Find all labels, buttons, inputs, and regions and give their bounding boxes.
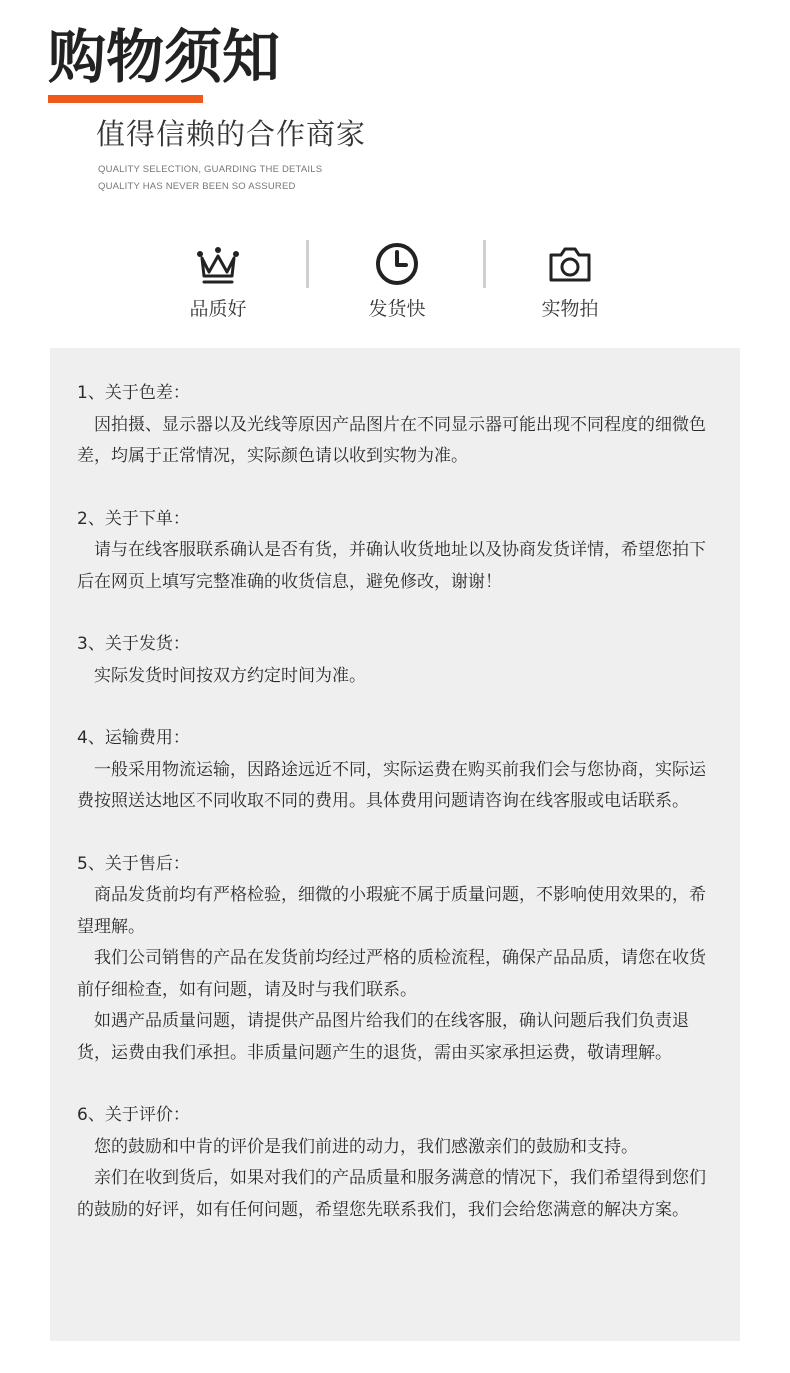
section-paragraph: 一般采用物流运输，因路途远近不同，实际运费在购买前我们会与您协商，实际运费按照送达地区不同收取不同的费用。具体费用问题请咨询在线客服或电话联系。 [77, 759, 706, 811]
section-title: 4、运输费用： [77, 728, 190, 748]
divider [306, 240, 309, 288]
section-paragraph: 您的鼓励和中肯的评价是我们前进的动力，我们感激亲们的鼓励和支持。 [94, 1136, 638, 1157]
tagline-line-1: QUALITY SELECTION, GUARDING THE DETAILS [98, 164, 323, 175]
section-title: 3、关于发货： [77, 634, 190, 654]
notice-section [77, 849, 712, 1070]
section-title: 2、关于下单： [77, 508, 190, 529]
feature-quality [148, 240, 288, 321]
tagline-line-2: QUALITY HAS NEVER BEEN SO ASSURED [98, 181, 296, 192]
crown-icon [194, 240, 242, 288]
feature-label: 实物拍 [541, 298, 599, 320]
section-paragraph: 因拍摄、显示器以及光线等原因产品图片在不同显示器可能出现不同程度的细微色差，均属于正常情况，实际颜色请以收到实物为准。 [77, 414, 706, 466]
section-paragraph: 商品发货前均有严格检验，细微的小瑕疵不属于质量问题，不影响使用效果的，希望理解。 [77, 885, 706, 937]
divider [483, 240, 486, 288]
feature-label: 发货快 [368, 298, 426, 320]
title-underline [48, 95, 203, 103]
notice-section [77, 629, 712, 692]
notice-section [77, 723, 712, 818]
notice-panel [50, 348, 740, 1341]
subtitle: 值得信赖的合作商家 [96, 117, 367, 151]
camera-icon [546, 240, 594, 288]
notice-section [77, 1100, 712, 1226]
section-title: 1、关于色差： [77, 383, 190, 403]
section-paragraph: 如遇产品质量问题，请提供产品图片给我们的在线客服，确认问题后我们负责退货，运费由我们承担。非质量问题产生的退货，需由买家承担运费，敬请理解。 [77, 1011, 689, 1063]
page-title: 购物须知 [48, 23, 281, 91]
section-title: 6、关于评价： [77, 1105, 190, 1125]
section-paragraph: 实际发货时间按双方约定时间为准。 [94, 665, 366, 686]
clock-icon [373, 240, 421, 288]
feature-real-photos [500, 240, 640, 321]
feature-label: 品质好 [189, 298, 247, 320]
section-paragraph: 请与在线客服联系确认是否有货，并确认收货地址以及协商发货详情，希望您拍下后在网页上填写完整准确的收货信息，避免修改，谢谢！ [77, 540, 706, 592]
section-title: 5、关于售后： [77, 853, 190, 874]
section-paragraph: 亲们在收到货后，如果对我们的产品质量和服务满意的情况下，我们希望得到您们的鼓励的好评，如有任何问题，希望您先联系我们，我们会给您满意的解决方案。 [77, 1168, 706, 1220]
feature-fast-shipping [327, 240, 467, 321]
notice-section [77, 504, 712, 599]
section-paragraph: 我们公司销售的产品在发货前均经过严格的质检流程，确保产品品质，请您在收货前仔细检查，如有问题，请及时与我们联系。 [77, 948, 706, 1000]
notice-section [77, 378, 712, 473]
